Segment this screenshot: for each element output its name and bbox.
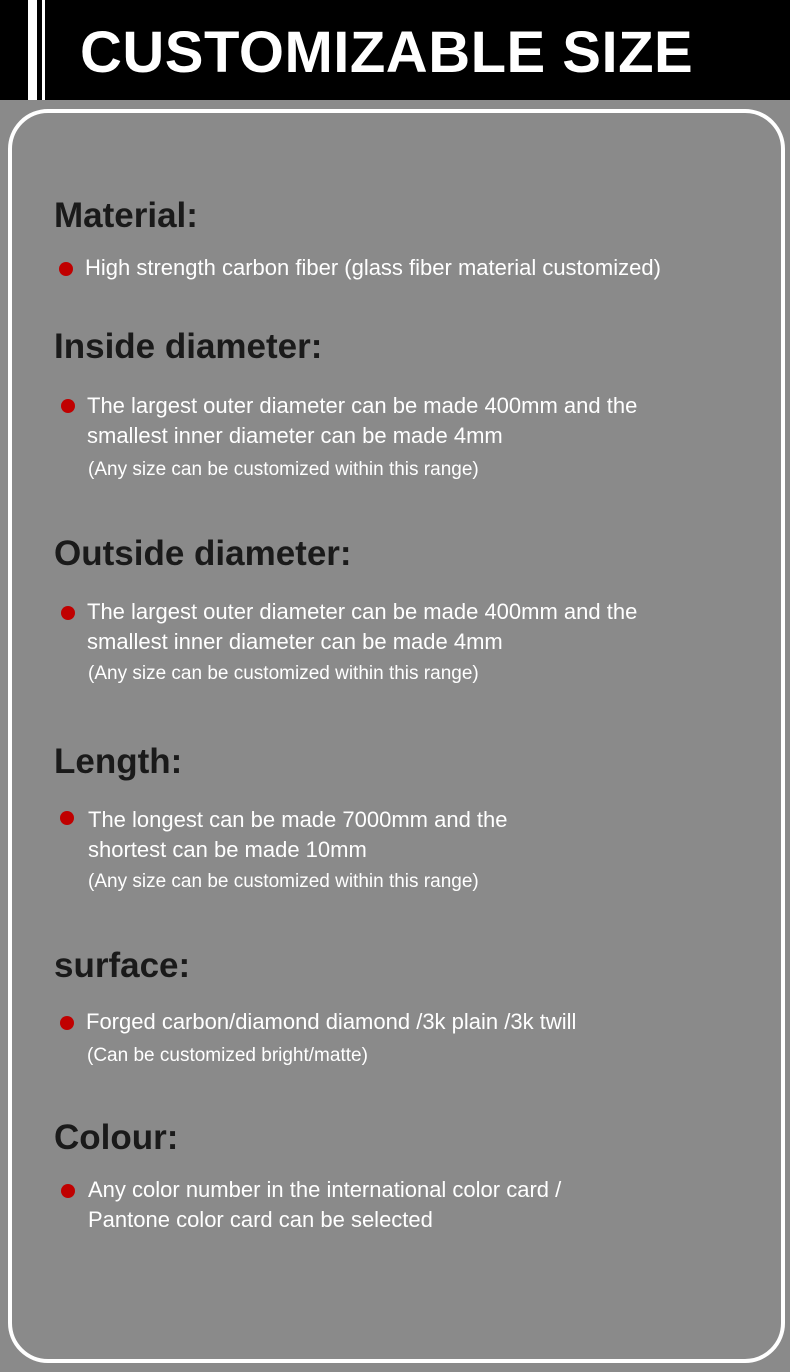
length-line-2: shortest can be made 10mm (88, 837, 367, 862)
bullet-dot-icon (60, 811, 74, 825)
length-note: (Any size can be customized within this range) (88, 871, 479, 892)
outside-diameter-line-1: The largest outer diameter can be made 400mm and the (87, 599, 638, 624)
section-title-surface: surface: (54, 946, 191, 985)
bullet-dot-icon (61, 399, 75, 413)
surface-line-1: Forged carbon/diamond diamond /3k plain /3k twill (86, 1009, 577, 1034)
section-title-length: Length: (54, 742, 183, 781)
outside-diameter-note: (Any size can be customized within this range) (88, 663, 479, 684)
surface-note: (Can be customized bright/matte) (87, 1045, 368, 1066)
header-banner (0, 0, 790, 100)
inside-diameter-line-2: smallest inner diameter can be made 4mm (87, 423, 503, 448)
bullet-dot-icon (60, 1016, 74, 1030)
bullet-dot-icon (59, 262, 73, 276)
bullet-dot-icon (61, 1184, 75, 1198)
inside-diameter-line-1: The largest outer diameter can be made 400mm and the (87, 393, 638, 418)
bullet-dot-icon (61, 606, 75, 620)
page-title: CUSTOMIZABLE SIZE (80, 20, 694, 85)
outside-diameter-line-2: smallest inner diameter can be made 4mm (87, 629, 503, 654)
section-title-colour: Colour: (54, 1118, 179, 1157)
inside-diameter-note: (Any size can be customized within this range) (88, 459, 479, 480)
section-title-inside-diameter: Inside diameter: (54, 327, 323, 366)
colour-line-2: Pantone color card can be selected (88, 1207, 433, 1232)
header-accent-bar (28, 0, 37, 100)
colour-line-1: Any color number in the international color card / (88, 1177, 562, 1202)
length-line-1: The longest can be made 7000mm and the (88, 807, 508, 832)
section-title-material: Material: (54, 196, 198, 235)
material-text: High strength carbon fiber (glass fiber material customized) (85, 255, 661, 280)
header-accent-bar-thin (42, 0, 45, 100)
section-title-outside-diameter: Outside diameter: (54, 534, 352, 573)
